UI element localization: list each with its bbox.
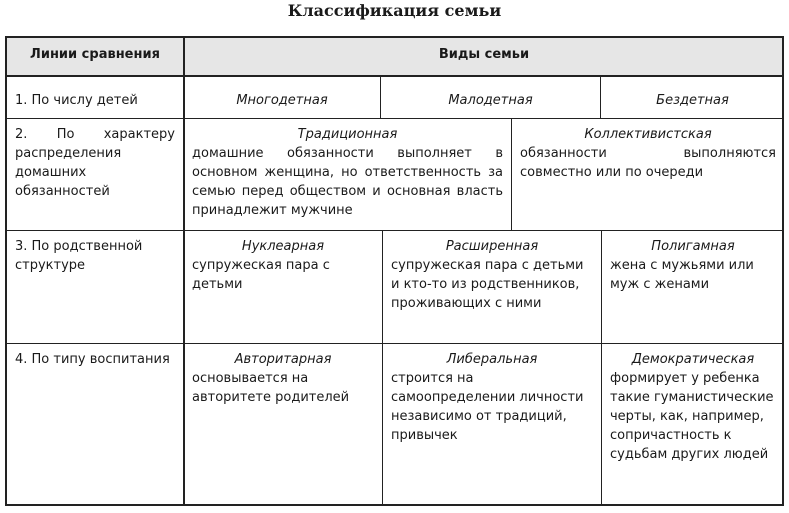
cell-polygamous <box>602 231 784 342</box>
family-classification-table <box>5 36 784 506</box>
family-type-name: Малодетная <box>448 93 533 108</box>
divider-row1-bottom <box>7 118 784 119</box>
cell-liberal <box>383 344 601 504</box>
divider-row2-bottom <box>7 230 784 231</box>
family-type-name: Расширенная <box>445 239 539 254</box>
row-label-upbringing: 4. По типу воспитания <box>15 352 170 367</box>
family-type-name: Либеральная <box>446 352 538 367</box>
family-type-description: основывается на авторитете родителей <box>192 371 350 405</box>
cell-collectivist <box>512 119 784 229</box>
family-type-name: Демократическая <box>631 352 755 367</box>
family-type-name: Полигамная <box>651 239 735 254</box>
family-type-name: Коллективистская <box>584 127 712 142</box>
cell-extended <box>383 231 601 342</box>
family-type-description: обязанности выполняются совместно или по очереди <box>520 146 776 180</box>
row-label-duties: 2. По характеру распределения домашних обязанностей <box>15 127 175 199</box>
family-type-name: Авторитарная <box>234 352 332 367</box>
header-family-types: Виды семьи <box>184 38 784 75</box>
divider-header-bottom <box>7 75 784 77</box>
family-type-description: строится на самоопределении личности независимо от традиций, привычек <box>391 371 584 443</box>
row-label-structure: 3. По родственной структуре <box>15 239 143 273</box>
divider-row34-a <box>382 231 383 506</box>
family-type-description: супружеская пара с детьми <box>192 258 330 292</box>
divider-label-column <box>183 38 185 506</box>
divider-row1-b <box>600 77 601 118</box>
cell-traditional <box>184 119 511 229</box>
family-type-name: Традиционная <box>297 127 398 142</box>
cell-nuclear <box>184 231 382 342</box>
cell-democratic <box>602 344 784 504</box>
table-title: Классификация семьи <box>287 1 502 20</box>
family-type-description: домашние обязанности выполняет в основном женщина, но ответственность за семью перед обществом и основная власть принадлежит мужчине <box>192 146 503 218</box>
cell-few-children <box>381 85 600 117</box>
family-type-name: Нуклеарная <box>241 239 325 254</box>
family-type-name: Многодетная <box>236 93 328 108</box>
family-type-name: Бездетная <box>656 93 729 108</box>
row-label-children: 1. По числу детей <box>15 93 138 108</box>
divider-row1-a <box>380 77 381 118</box>
family-type-description: жена с мужьями или муж с женами <box>610 258 754 292</box>
divider-row34-b <box>601 231 602 506</box>
header-comparison-lines: Линии сравнения <box>7 38 183 75</box>
cell-authoritarian <box>184 344 382 504</box>
family-type-description: супружеская пара с детьми и кто-то из родственников, проживающих с ними <box>391 258 584 311</box>
cell-childless <box>601 85 784 117</box>
divider-row3-bottom <box>7 343 784 344</box>
cell-many-children <box>184 85 380 117</box>
family-type-description: формирует у ребенка такие гуманистические черты, как, например, сопричастность к судьбам других людей <box>610 371 774 462</box>
divider-row2 <box>511 119 512 230</box>
